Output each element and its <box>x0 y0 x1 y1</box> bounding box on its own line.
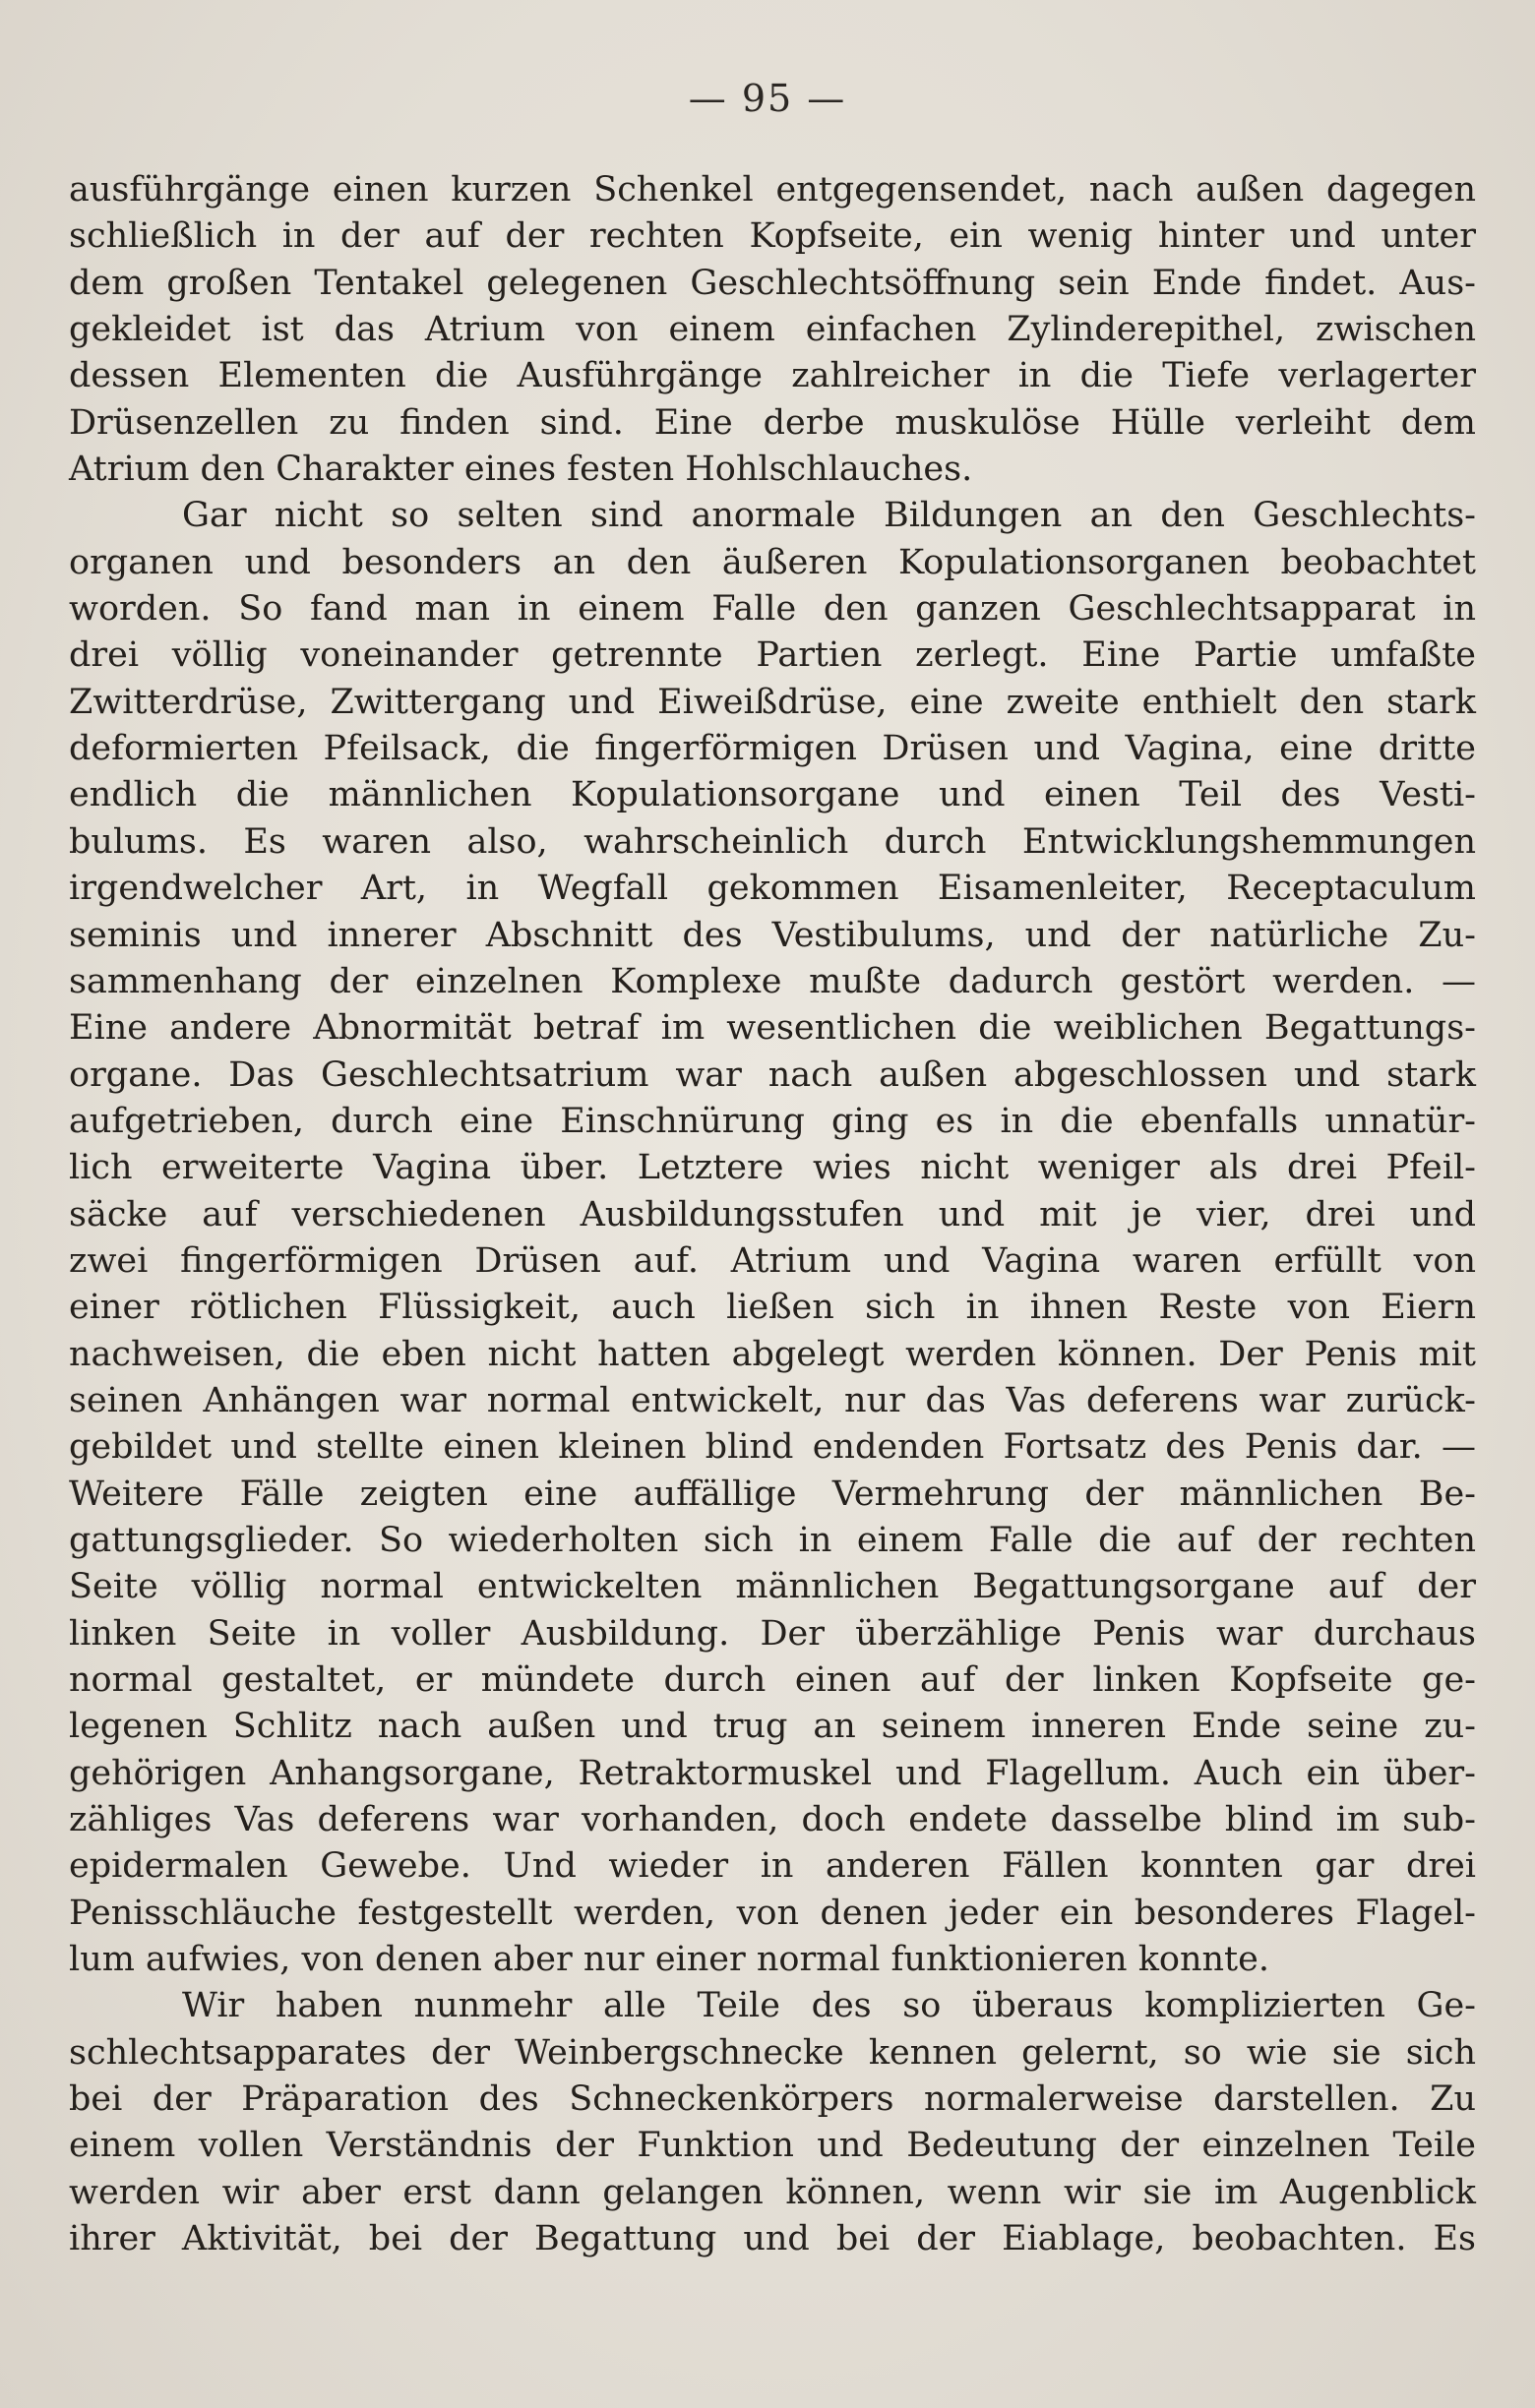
text-line: gebildet und stellte einen kleinen blind endenden Fortsatz des Penis dar. — <box>69 1427 1476 1468</box>
text-line: ihrer Aktivität, bei der Begattung und bei der Eiablage, beobachten. Es <box>69 2219 1476 2259</box>
text-line: seinen Anhängen war normal entwickelt, nur das Vas deferens war zurück- <box>69 1380 1476 1420</box>
text-line: ausführgänge einen kurzen Schenkel entgegensendet, nach außen dagegen <box>69 170 1476 210</box>
text-line: Gar nicht so selten sind anormale Bildungen an den Geschlechts- <box>182 496 1476 536</box>
text-line: lich erweiterte Vagina über. Letztere wies nicht weniger als drei Pfeil- <box>69 1148 1476 1188</box>
text-line: Wir haben nunmehr alle Teile des so überaus komplizierten Ge- <box>182 1986 1476 2026</box>
text-line: epidermalen Gewebe. Und wieder in anderen Fällen konnten gar drei <box>69 1846 1476 1887</box>
text-line: sammenhang der einzelnen Komplexe mußte dadurch gestört werden. — <box>69 961 1476 1001</box>
text-line: irgendwelcher Art, in Wegfall gekommen Eisamenleiter, Receptaculum <box>69 869 1476 909</box>
text-line: Seite völlig normal entwickelten männlichen Begattungsorgane auf der <box>69 1567 1476 1607</box>
text-line: linken Seite in voller Ausbildung. Der überzählige Penis war durchaus <box>69 1613 1476 1654</box>
text-line: werden wir aber erst dann gelangen können, wenn wir sie im Augenblick <box>69 2172 1476 2212</box>
text-line: legenen Schlitz nach außen und trug an seinem inneren Ende seine zu- <box>69 1707 1476 1747</box>
text-line: gekleidet ist das Atrium von einem einfachen Zylinderepithel, zwischen <box>69 310 1476 350</box>
text-line: gattungsglieder. So wiederholten sich in einem Falle die auf der rechten <box>69 1520 1476 1560</box>
text-line: aufgetrieben, durch eine Einschnürung ging es in die ebenfalls unnatür- <box>69 1101 1476 1141</box>
text-line: organen und besonders an den äußeren Kopulationsorganen beobachtet <box>69 542 1476 582</box>
text-line: Weitere Fälle zeigten eine auffällige Vermehrung der männlichen Be- <box>69 1474 1476 1514</box>
text-line: nachweisen, die eben nicht hatten abgelegt werden können. Der Penis mit <box>69 1334 1476 1374</box>
text-line: lum aufwies, von denen aber nur einer normal funktionieren konnte. <box>69 1940 1269 1980</box>
text-line: bei der Präparation des Schneckenkörpers normalerweise darstellen. Zu <box>69 2079 1476 2120</box>
text-line: dessen Elementen die Ausführgänge zahlreicher in die Tiefe verlagerter <box>69 356 1476 396</box>
text-line: Eine andere Abnormität betraf im wesentlichen die weiblichen Begattungs- <box>69 1008 1476 1049</box>
text-line: Zwitterdrüse, Zwittergang und Eiweißdrüse, eine zweite enthielt den stark <box>69 682 1476 722</box>
text-line: worden. So fand man in einem Falle den ganzen Geschlechtsapparat in <box>69 589 1476 630</box>
text-line: einem vollen Verständnis der Funktion und Bedeutung der einzelnen Teile <box>69 2126 1476 2166</box>
text-line: organe. Das Geschlechtsatrium war nach außen abgeschlossen und stark <box>69 1054 1476 1095</box>
text-line: säcke auf verschiedenen Ausbildungsstufen und mit je vier, drei und <box>69 1194 1476 1234</box>
text-line: einer rötlichen Flüssigkeit, auch ließen sich in ihnen Reste von Eiern <box>69 1288 1476 1328</box>
page-number: — 95 — <box>688 77 847 120</box>
text-line: deformierten Pfeilsack, die fingerförmigen Drüsen und Vagina, eine dritte <box>69 729 1476 769</box>
text-line: Drüsenzellen zu finden sind. Eine derbe muskulöse Hülle verleiht dem <box>69 402 1476 443</box>
text-line: Atrium den Charakter eines festen Hohlschlauches. <box>69 450 973 490</box>
text-line: gehörigen Anhangsorgane, Retraktormuskel und Flagellum. Auch ein über- <box>69 1753 1476 1793</box>
text-line: normal gestaltet, er mündete durch einen auf der linken Kopfseite ge- <box>69 1660 1476 1700</box>
text-line: schlechtsapparates der Weinbergschnecke kennen gelernt, so wie sie sich <box>69 2032 1476 2073</box>
text-line: Penisschläuche festgestellt werden, von denen jeder ein besonderes Flagel- <box>69 1893 1476 1933</box>
body-text <box>69 167 1476 2262</box>
text-line: seminis und innerer Abschnitt des Vestibulums, und der natürliche Zu- <box>69 915 1476 955</box>
text-line: schließlich in der auf der rechten Kopfseite, ein wenig hinter und unter <box>69 216 1476 257</box>
text-line: bulums. Es waren also, wahrscheinlich durch Entwicklungshemmungen <box>69 821 1476 862</box>
text-line: drei völlig voneinander getrennte Partien zerlegt. Eine Partie umfaßte <box>69 635 1476 676</box>
text-line: zwei fingerförmigen Drüsen auf. Atrium und Vagina waren erfüllt von <box>69 1240 1476 1281</box>
text-line: zähliges Vas deferens war vorhanden, doch endete dasselbe blind im sub- <box>69 1800 1476 1840</box>
text-line: dem großen Tentakel gelegenen Geschlechtsöffnung sein Ende findet. Aus- <box>69 263 1476 303</box>
text-line: endlich die männlichen Kopulationsorgane und einen Teil des Vesti- <box>69 775 1476 815</box>
